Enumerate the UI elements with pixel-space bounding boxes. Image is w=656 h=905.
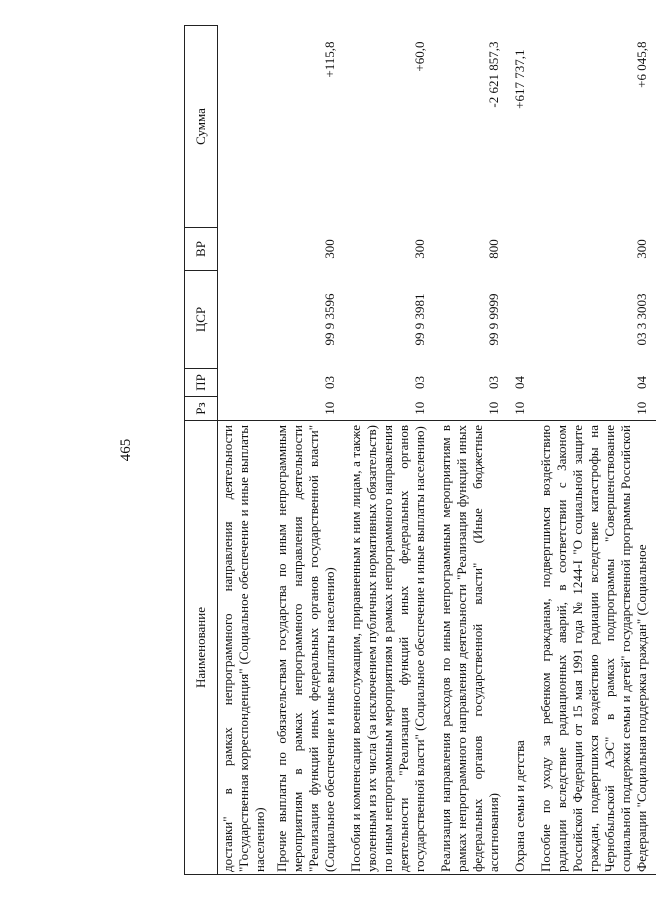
header-vr: ВР <box>185 228 218 271</box>
row-csr <box>218 271 271 369</box>
row-rz: 10 <box>322 401 337 415</box>
row-csr: 99 9 3596 <box>322 293 337 346</box>
row-vr <box>508 228 534 271</box>
row-pr: 03 <box>486 376 501 389</box>
table-body <box>218 26 656 875</box>
row-pr <box>218 369 271 397</box>
table-row <box>270 26 344 875</box>
row-name: Охрана семьи и детства <box>508 421 534 875</box>
row-csr: 99 9 3981 <box>412 293 427 346</box>
header-pr: ПР <box>185 369 218 397</box>
table-row <box>344 26 434 875</box>
row-sum: +60,0 <box>412 41 427 72</box>
table-row <box>434 26 508 875</box>
row-rz: 10 <box>512 401 527 415</box>
row-sum: +617 737,1 <box>512 49 527 109</box>
row-vr: 300 <box>412 239 427 259</box>
header-name: Наименование <box>185 421 218 875</box>
row-rz <box>218 397 271 421</box>
row-pr: 03 <box>412 376 427 389</box>
row-rz: 10 <box>634 401 649 415</box>
row-csr <box>508 271 534 369</box>
row-name: доставки" в рамках непрограммного направления деятельности "Государственная корреспонденция" (Социальное обеспечение и иные выплаты населению) <box>218 421 271 875</box>
header-row <box>185 26 218 875</box>
header-rz: Рз <box>185 397 218 421</box>
header-sum: Сумма <box>185 26 218 228</box>
row-csr: 99 9 9999 <box>486 293 501 346</box>
table-row <box>534 26 656 875</box>
row-vr <box>218 228 271 271</box>
page-number: 465 <box>118 438 134 462</box>
row-sum <box>218 26 271 228</box>
row-name: Пособия и компенсации военнослужащим, приравненным к ним лицам, а также уволенным из их числа (за исключением публичных нормативных обязательств) по иным непрограммным мероприятиям в рамках непрограммного направления деятельности "Реализация функций иных федеральных органов государственной власти" (Социальное обеспечение и иные выплаты населению) <box>344 421 434 875</box>
row-pr: 04 <box>512 376 527 389</box>
row-name: Пособие по уходу за ребенком гражданам, подвергшимся воздействию радиации вследствие радиационных аварий, в соответствии с Законом Российской Федерации от 15 мая 1991 года № 1244-I "О социальной защите граждан, подвергшихся воздействию радиации вследствие катастрофы на Чернобыльской АЭС" в рамках подпрограммы "Совершенствование социальной поддержки семьи и детей" государственной программы Российской Федерации "Социальная поддержка граждан" (Социальное <box>534 421 656 875</box>
row-rz: 10 <box>486 401 501 415</box>
row-vr: 300 <box>322 239 337 259</box>
row-sum: +115,8 <box>322 41 337 78</box>
row-sum: -2 621 857,3 <box>486 41 501 108</box>
row-vr: 800 <box>486 239 501 259</box>
row-rz: 10 <box>412 401 427 415</box>
rotated-document-page <box>118 25 649 875</box>
row-name: Реализация направления расходов по иным непрограммным мероприятиям в рамках непрограммного направления деятельности "Реализация функций иных федеральных органов государственной власти" (Иные бюджетные ассигнования) <box>434 421 508 875</box>
row-vr: 300 <box>634 239 649 259</box>
budget-table <box>184 25 656 875</box>
row-sum: +6 045,8 <box>634 41 649 88</box>
table-row <box>508 26 534 875</box>
row-pr: 04 <box>634 376 649 389</box>
table-header <box>185 26 218 875</box>
row-name: Прочие выплаты по обязательствам государства по иным непрограммным мероприятиям в рамках непрограммного направления деятельности "Реализация функций иных федеральных органов государственной власти" (Социальное обеспечение и иные выплаты населению) <box>270 421 344 875</box>
header-csr: ЦСР <box>185 271 218 369</box>
row-csr: 03 3 3003 <box>634 293 649 346</box>
row-pr: 03 <box>322 376 337 389</box>
table-row <box>218 26 271 875</box>
